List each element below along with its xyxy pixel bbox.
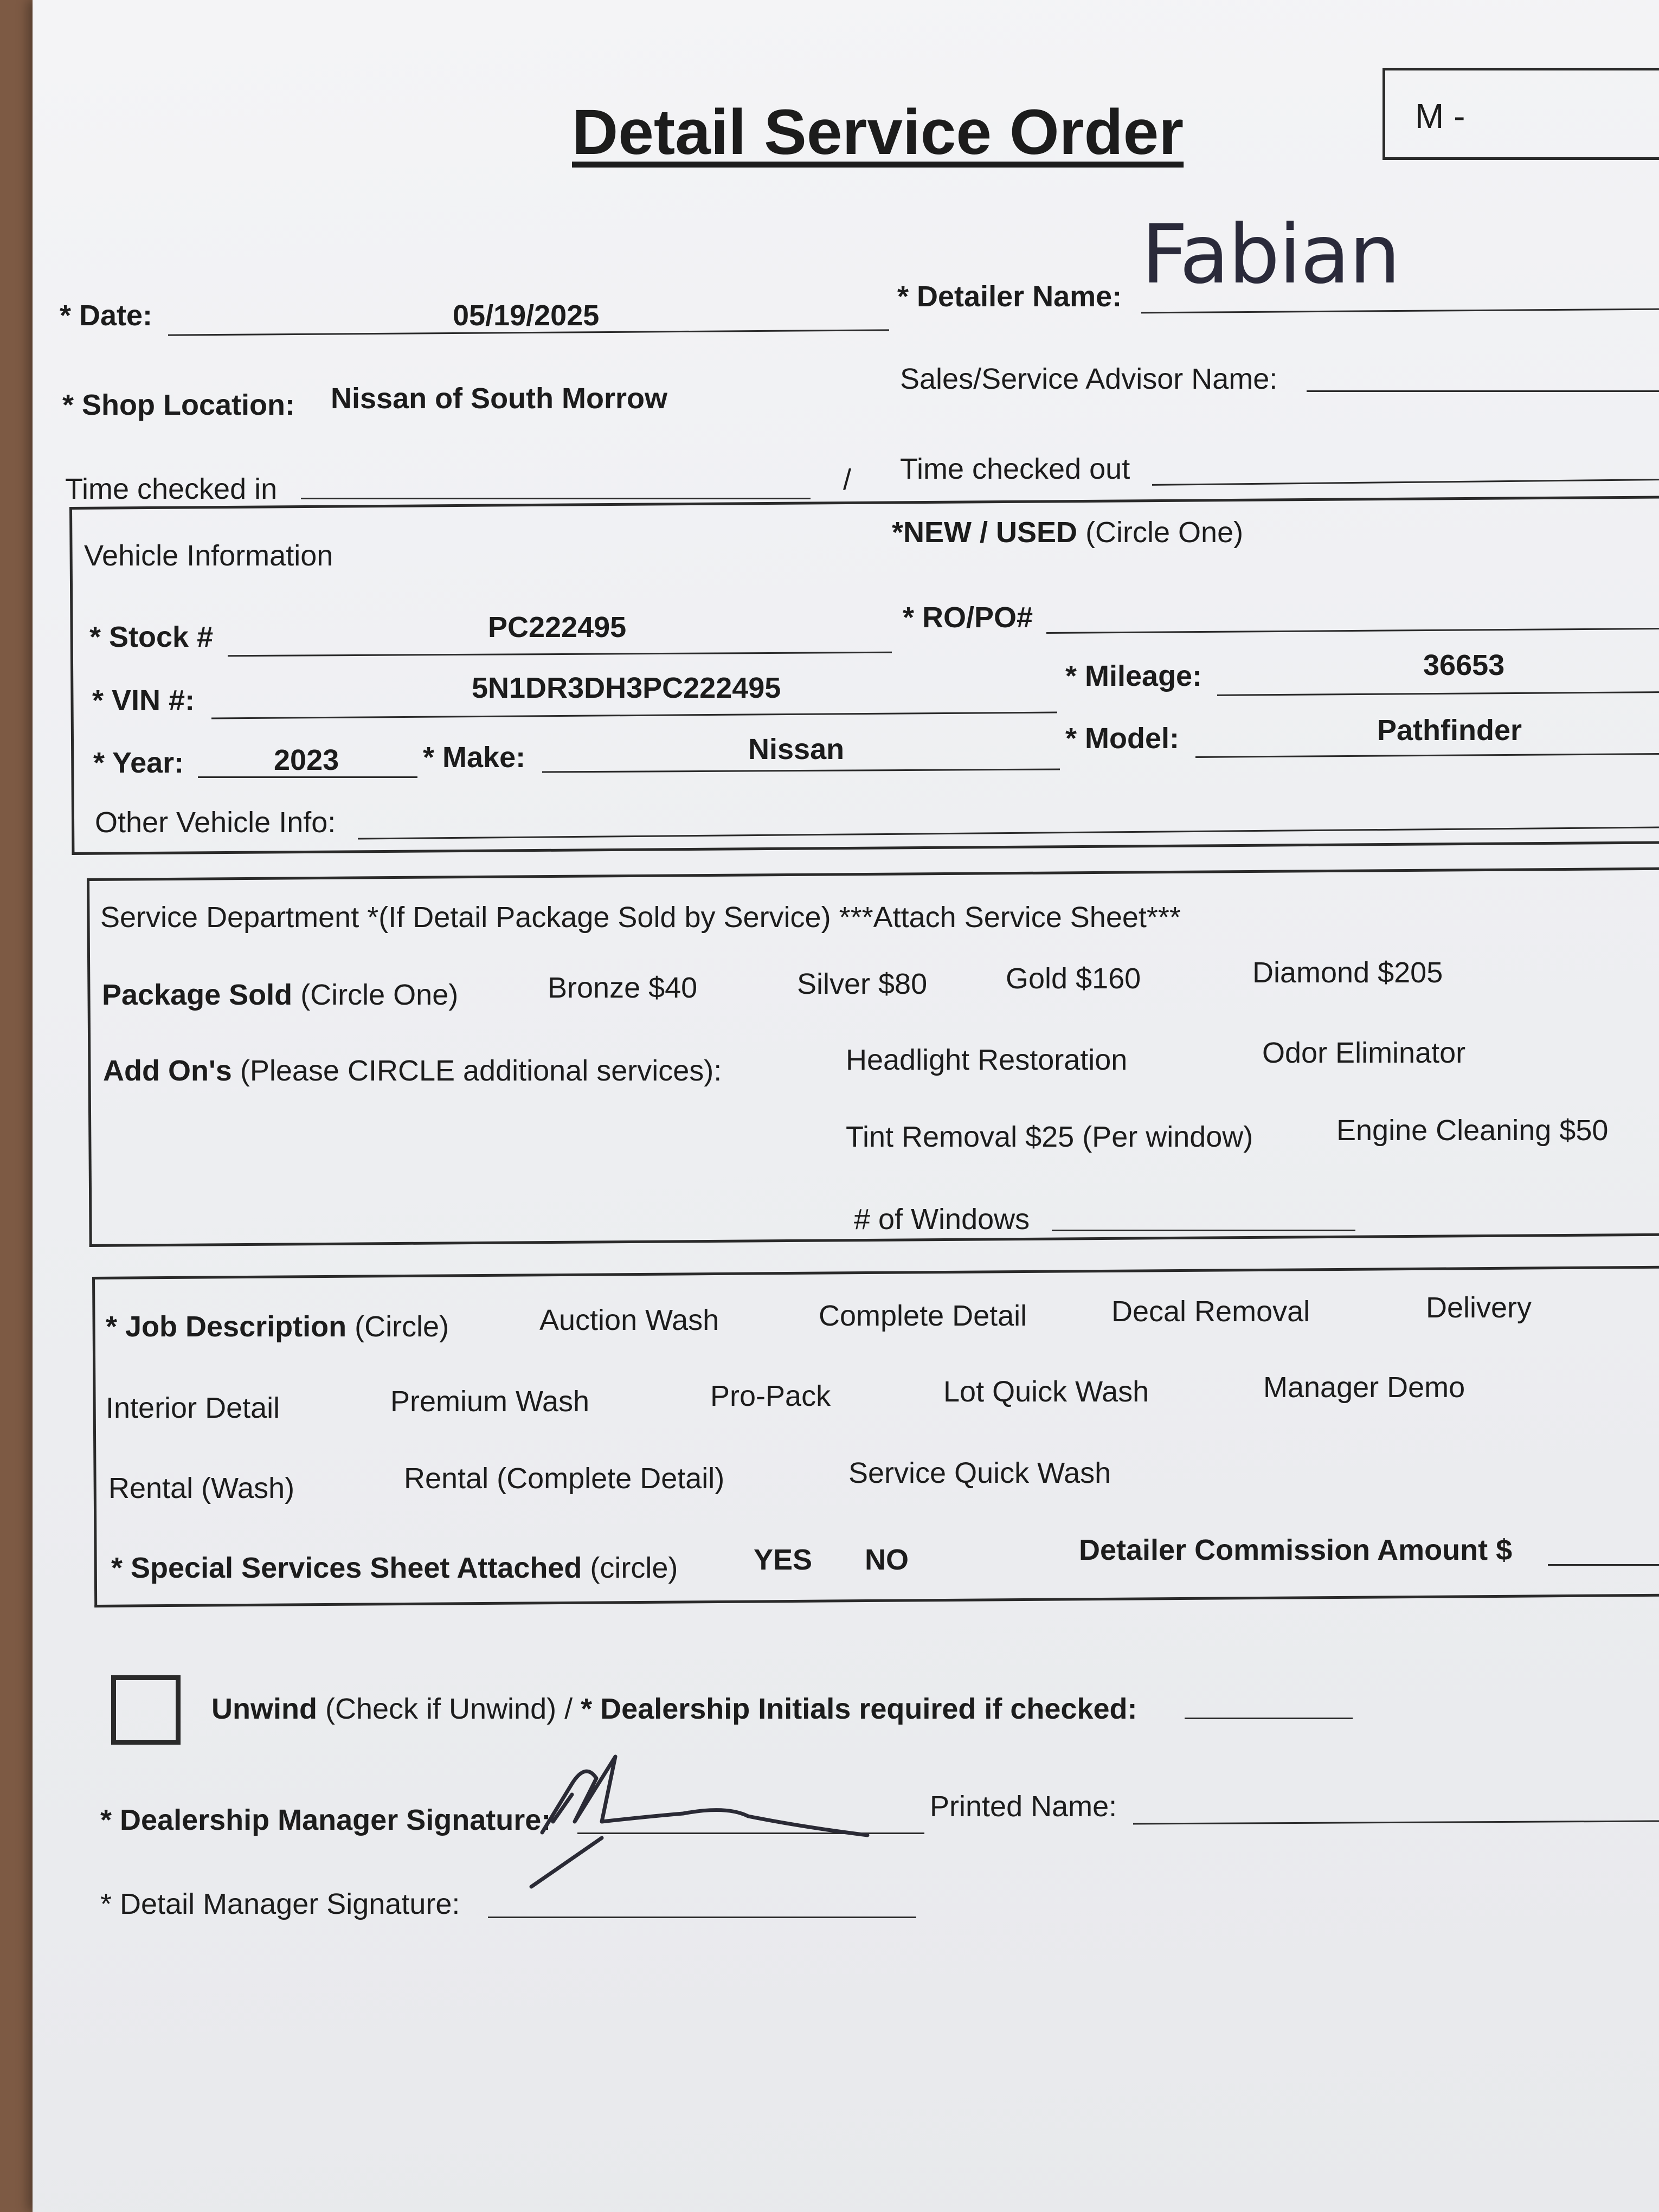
time-separator: / — [843, 464, 852, 496]
make-label: * Make: — [423, 741, 526, 774]
date-value[interactable]: 05/19/2025 — [453, 299, 600, 332]
time-in-line[interactable] — [301, 498, 811, 499]
package-bronze[interactable]: Bronze $40 — [548, 972, 698, 1004]
job-rental-complete[interactable]: Rental (Complete Detail) — [404, 1462, 725, 1495]
job-complete-detail[interactable]: Complete Detail — [819, 1300, 1027, 1332]
ro-po-label: * RO/PO# — [903, 601, 1033, 634]
special-yes[interactable]: YES — [754, 1544, 813, 1576]
year-label: * Year: — [93, 747, 184, 779]
unwind-checkbox[interactable] — [111, 1675, 181, 1745]
time-in-label: Time checked in — [65, 473, 278, 505]
printed-name-label: Printed Name: — [930, 1790, 1117, 1823]
vin-label: * VIN #: — [92, 684, 195, 717]
initials-label: * Dealership Initials required if checked: — [581, 1693, 1137, 1725]
detailer-name-value[interactable]: Fabian — [1141, 208, 1400, 302]
service-header: Service Department *(If Detail Package Sold by Service) ***Attach Service Sheet*** — [100, 901, 1181, 934]
package-hint: (Circle One) — [300, 979, 459, 1011]
unwind-hint: (Check if Unwind) / — [325, 1693, 573, 1725]
model-value[interactable]: Pathfinder — [1377, 714, 1522, 747]
commission-label: Detailer Commission Amount $ — [1079, 1534, 1513, 1566]
package-gold[interactable]: Gold $160 — [1006, 962, 1141, 995]
dealer-signature-scribble — [520, 1740, 954, 1898]
make-value[interactable]: Nissan — [748, 733, 845, 766]
other-info-label: Other Vehicle Info: — [95, 806, 336, 839]
job-premium-wash[interactable]: Premium Wash — [390, 1385, 590, 1418]
form-title: Detail Service Order — [572, 97, 1184, 168]
initials-line[interactable] — [1185, 1718, 1353, 1719]
new-used-label: *NEW / USED — [892, 516, 1078, 549]
job-auction-wash[interactable]: Auction Wash — [539, 1304, 719, 1336]
addon-odor[interactable]: Odor Eliminator — [1262, 1037, 1466, 1069]
mileage-value[interactable]: 36653 — [1423, 649, 1505, 681]
package-silver[interactable]: Silver $80 — [797, 968, 928, 1000]
detail-signature-label: * Detail Manager Signature: — [100, 1888, 460, 1920]
job-field — [106, 1312, 449, 1341]
windows-label: # of Windows — [854, 1203, 1030, 1236]
job-manager-demo[interactable]: Manager Demo — [1263, 1371, 1465, 1404]
order-number-label: M - — [1415, 97, 1465, 136]
time-out-line[interactable] — [1152, 479, 1659, 486]
form-sheet — [33, 0, 1659, 2212]
detailer-name-label: * Detailer Name: — [897, 280, 1122, 313]
time-out-label: Time checked out — [900, 453, 1130, 485]
advisor-label: Sales/Service Advisor Name: — [900, 363, 1278, 395]
package-label: Package Sold — [102, 979, 293, 1011]
new-used-hint: (Circle One) — [1085, 516, 1244, 549]
stock-label: * Stock # — [89, 621, 214, 653]
job-decal-removal[interactable]: Decal Removal — [1111, 1295, 1310, 1328]
special-no[interactable]: NO — [865, 1544, 909, 1576]
year-line — [198, 776, 417, 778]
job-rental-wash[interactable]: Rental (Wash) — [108, 1472, 295, 1504]
vehicle-section-label: Vehicle Information — [84, 539, 333, 572]
stock-value[interactable]: PC222495 — [488, 611, 627, 644]
new-used-field[interactable] — [892, 518, 1243, 547]
package-diamond[interactable]: Diamond $205 — [1252, 956, 1443, 989]
addons-field — [103, 1056, 722, 1085]
job-label: * Job Description — [106, 1310, 347, 1343]
commission-line[interactable] — [1548, 1564, 1659, 1566]
addon-headlight[interactable]: Headlight Restoration — [846, 1044, 1128, 1076]
mileage-label: * Mileage: — [1065, 660, 1203, 692]
shop-location-value[interactable]: Nissan of South Morrow — [331, 382, 667, 415]
addon-engine[interactable]: Engine Cleaning $50 — [1336, 1114, 1609, 1147]
unwind-label: Unwind — [211, 1693, 317, 1725]
model-label: * Model: — [1065, 722, 1179, 755]
addon-tint[interactable]: Tint Removal $25 (Per window) — [846, 1121, 1253, 1153]
job-service-quick-wash[interactable]: Service Quick Wash — [848, 1457, 1111, 1489]
addons-hint: (Please CIRCLE additional services): — [240, 1054, 722, 1087]
special-field — [111, 1553, 678, 1583]
detail-signature-line[interactable] — [488, 1917, 916, 1918]
package-field — [102, 980, 458, 1009]
detailer-name-line — [1141, 308, 1659, 314]
shop-location-label: * Shop Location: — [62, 389, 295, 421]
vin-value[interactable]: 5N1DR3DH3PC222495 — [472, 672, 781, 704]
printed-name-line[interactable] — [1133, 1820, 1659, 1824]
addons-label: Add On's — [103, 1054, 232, 1087]
advisor-line[interactable] — [1307, 390, 1659, 392]
year-value[interactable]: 2023 — [274, 744, 339, 776]
job-interior-detail[interactable]: Interior Detail — [106, 1392, 280, 1424]
windows-line[interactable] — [1052, 1230, 1355, 1231]
date-label: * Date: — [60, 299, 153, 332]
job-pro-pack[interactable]: Pro-Pack — [710, 1380, 831, 1412]
special-hint: (circle) — [590, 1552, 678, 1584]
special-label: * Special Services Sheet Attached — [111, 1552, 582, 1584]
order-number-box[interactable] — [1382, 68, 1659, 160]
unwind-field — [211, 1694, 1137, 1724]
job-hint: (Circle) — [355, 1310, 449, 1343]
job-delivery[interactable]: Delivery — [1426, 1291, 1532, 1324]
job-lot-quick-wash[interactable]: Lot Quick Wash — [943, 1375, 1149, 1408]
dealer-signature-label: * Dealership Manager Signature: — [100, 1804, 551, 1836]
